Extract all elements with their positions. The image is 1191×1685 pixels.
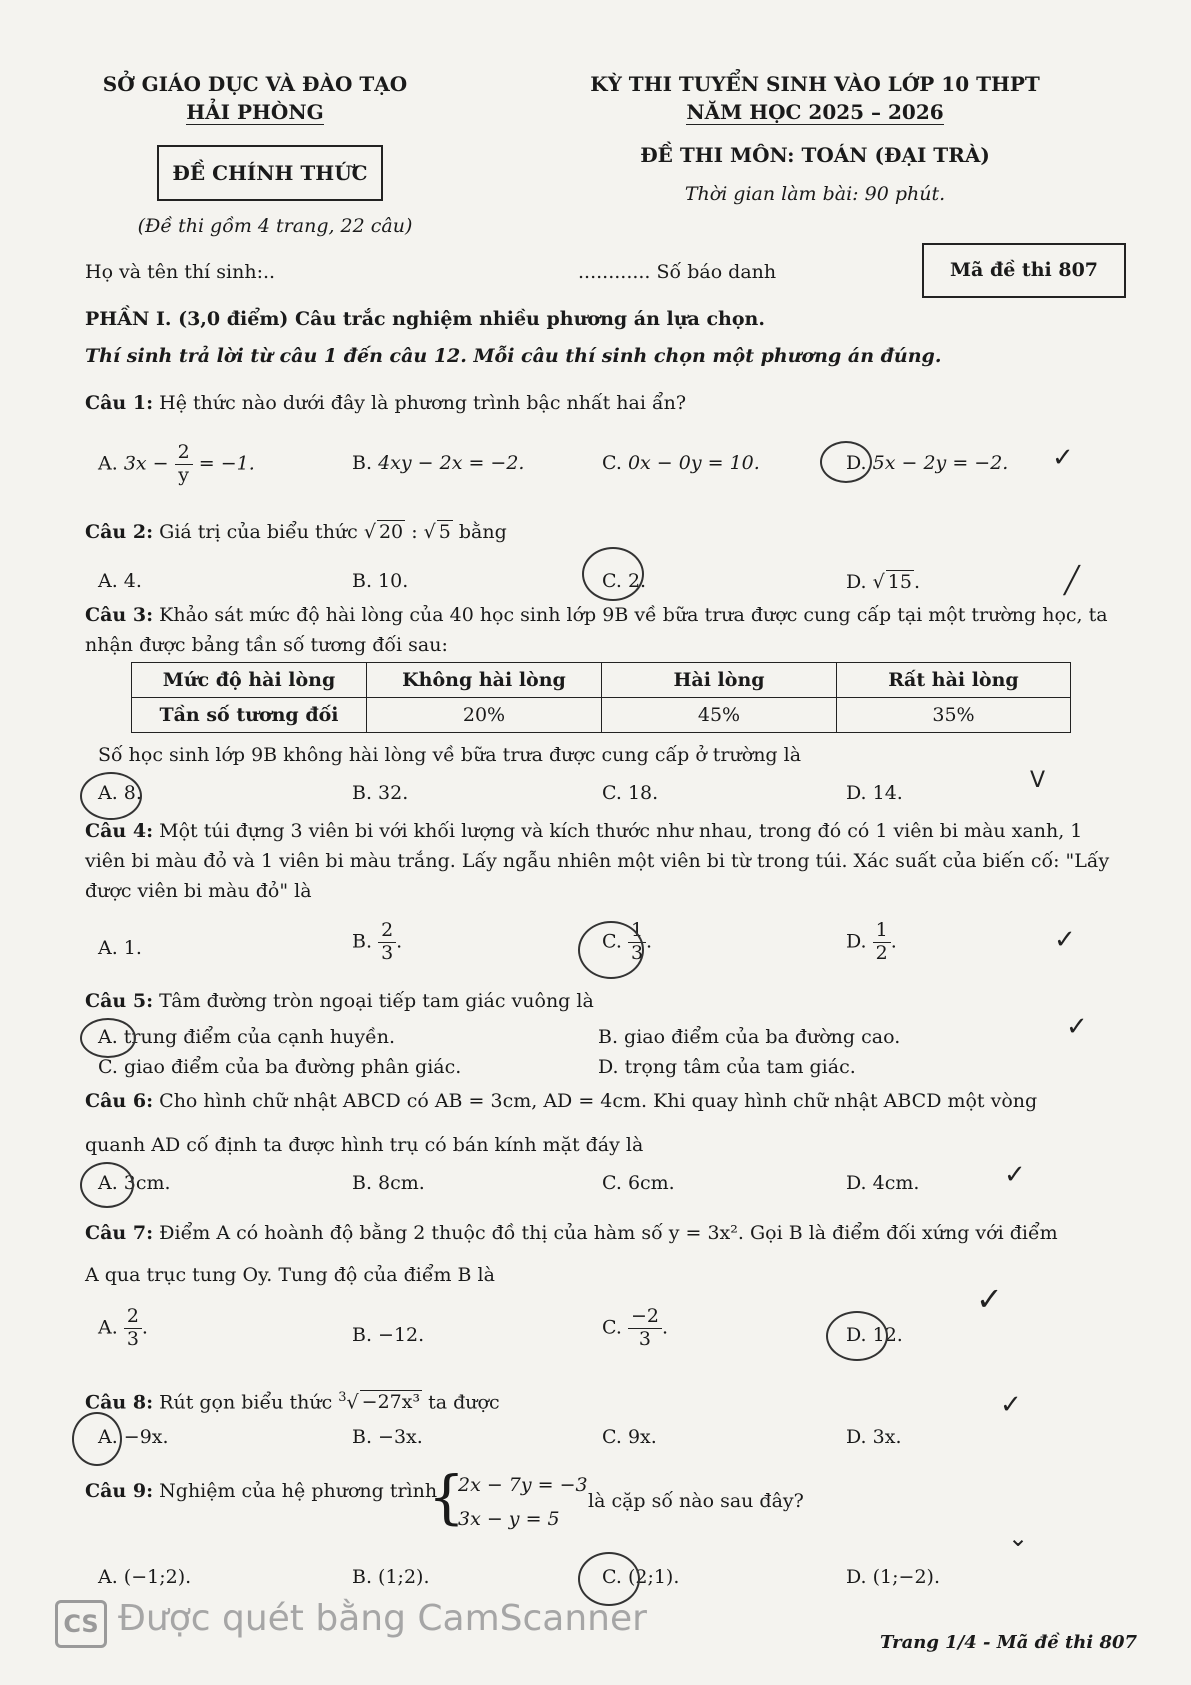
question-9: Câu 9: Nghiệm của hệ phương trình xyxy=(85,1480,438,1502)
q3-option-c: C. 18. xyxy=(602,782,659,804)
subject-title: ĐỀ THI MÔN: TOÁN (ĐẠI TRÀ) xyxy=(640,143,990,167)
q8-answer-circle xyxy=(72,1412,122,1466)
q6-answer-circle xyxy=(80,1162,134,1208)
q6-option-c: C. 6cm. xyxy=(602,1172,675,1194)
q5-option-c: C. giao điểm của ba đường phân giác. xyxy=(98,1056,462,1078)
q8-check-icon: ✓ xyxy=(1000,1390,1022,1420)
q7-option-c: C. $\frac{-2}{3}$ . xyxy=(602,1305,669,1350)
q3-option-b: B. 32. xyxy=(352,782,409,804)
q9-check-icon: ⌄ xyxy=(1008,1524,1029,1552)
table-cell: Tần số tương đối xyxy=(132,698,367,733)
exam-code-box: Mã đề thi 807 xyxy=(922,243,1126,298)
camscanner-logo: CS xyxy=(55,1600,107,1648)
q2-option-a: A. 4. xyxy=(98,570,142,592)
q7-check-icon: ✓ xyxy=(976,1280,1003,1318)
question-7-line1: Câu 7: Điểm A có hoành độ bằng 2 thuộc đồ thị của hàm số y = 3x². Gọi B là điểm đối xứng với điểm xyxy=(85,1222,1058,1244)
q2-option-d: D. √ 15 . xyxy=(846,571,920,593)
question-6-line1: Câu 6: Cho hình chữ nhật ABCD có AB = 3cm, AD = 4cm. Khi quay hình chữ nhật ABCD một vòng xyxy=(85,1090,1038,1112)
question-8: Câu 8: Rút gọn biểu thức $^3$√ −27x³ ta được xyxy=(85,1390,500,1414)
question-1: Câu 1: Hệ thức nào dưới đây là phương trình bậc nhất hai ẩn? xyxy=(85,392,687,414)
q9-brace: { xyxy=(428,1463,465,1531)
question-3-line2: nhận được bảng tần số tương đối sau: xyxy=(85,634,448,656)
q6-option-b: B. 8cm. xyxy=(352,1172,425,1194)
q1-answer-circle xyxy=(820,441,872,483)
q5-option-a: A. trung điểm của cạnh huyền. xyxy=(98,1026,396,1048)
candidate-name-label: Họ và tên thí sinh:.. xyxy=(85,261,276,283)
question-4-line2: viên bi màu đỏ và 1 viên bi màu trắng. Lấy ngẫu nhiên một viên bi từ trong túi. Xác suất của biến cố: "Lấy xyxy=(85,850,1110,872)
q5-check-icon: ✓ xyxy=(1066,1012,1088,1042)
q9-option-b: B. (1;2). xyxy=(352,1566,430,1588)
q8-option-c: C. 9x. xyxy=(602,1426,657,1448)
q4-option-c: C. $\frac{1}{3}$ . xyxy=(602,919,653,964)
question-2: Câu 2: Giá trị của biểu thức √ 20 : √ 5 bằng xyxy=(85,521,507,543)
q2-answer-circle xyxy=(582,547,647,601)
q5-answer-circle xyxy=(80,1018,136,1058)
q5-option-b: B. giao điểm của ba đường cao. xyxy=(598,1026,901,1048)
question-3-line1: Câu 3: Khảo sát mức độ hài lòng của 40 học sinh lớp 9B về bữa trưa được cung cấp tại một trường học, ta xyxy=(85,604,1108,626)
q4-option-d: D. $\frac{1}{2}$ . xyxy=(846,919,897,964)
q6-check-icon: ✓ xyxy=(1004,1160,1026,1190)
q4-option-b: B. $\frac{2}{3}$ . xyxy=(352,919,403,964)
q2-option-c: C. 2. xyxy=(602,570,647,592)
q7-option-b: B. −12. xyxy=(352,1324,425,1346)
table-cell: 35% xyxy=(837,698,1071,733)
q8-option-b: B. −3x. xyxy=(352,1426,423,1448)
city-title: HẢI PHÒNG xyxy=(186,100,324,124)
q2-option-b: B. 10. xyxy=(352,570,409,592)
q7-answer-circle xyxy=(826,1311,888,1361)
department-title: SỞ GIÁO DỤC VÀ ĐÀO TẠO xyxy=(102,72,408,96)
q9-option-c: C. (2;1). xyxy=(602,1566,680,1588)
q8-option-a: A. −9x. xyxy=(98,1426,169,1448)
q4-check-icon: ✓ xyxy=(1054,925,1076,955)
table-header-cell: Không hài lòng xyxy=(367,663,602,698)
q9-option-d: D. (1;−2). xyxy=(846,1566,940,1588)
q5-option-d: D. trọng tâm của tam giác. xyxy=(598,1056,856,1078)
table-cell: 20% xyxy=(367,698,602,733)
q1-check-icon: ✓ xyxy=(1052,443,1074,473)
q6-option-a: A. 3cm. xyxy=(98,1172,171,1194)
question-3-text: Số học sinh lớp 9B không hài lòng về bữa trưa được cung cấp ở trường là xyxy=(98,744,802,766)
table-header-cell: Rất hài lòng xyxy=(837,663,1071,698)
q3-option-d: D. 14. xyxy=(846,782,903,804)
question-4-line3: được viên bi màu đỏ" là xyxy=(85,880,312,902)
exam-title: KỲ THI TUYỂN SINH VÀO LỚP 10 THPT xyxy=(590,72,1040,96)
q9-equation-2: 3x − y = 5 xyxy=(458,1508,560,1530)
q9-equation-1: 2x − 7y = −3 xyxy=(458,1474,588,1496)
page-footer: Trang 1/4 - Mã đề thi 807 xyxy=(880,1632,1138,1653)
q9-option-a: A. (−1;2). xyxy=(98,1566,192,1588)
q1-option-a: A. 3x − $\frac{2}{y}$ = −1. xyxy=(98,441,255,486)
question-7-line2: A qua trục tung Oy. Tung độ của điểm B là xyxy=(85,1264,495,1286)
q3-option-a: A. 8. xyxy=(98,782,142,804)
question-9-tail: là cặp số nào sau đây? xyxy=(588,1490,804,1512)
part1-title: PHẦN I. (3,0 điểm) Câu trắc nghiệm nhiều phương án lựa chọn. xyxy=(85,308,765,330)
q3-answer-circle xyxy=(80,772,142,820)
question-6-line2: quanh AD cố định ta được hình trụ có bán kính mặt đáy là xyxy=(85,1134,644,1156)
q7-option-a: A. $\frac{2}{3}$ . xyxy=(98,1305,148,1350)
q8-option-d: D. 3x. xyxy=(846,1426,902,1448)
q2-check-icon: ╱ xyxy=(1064,566,1080,596)
q6-option-d: D. 4cm. xyxy=(846,1172,920,1194)
part1-instruction: Thí sinh trả lời từ câu 1 đến câu 12. Mỗi câu thí sinh chọn một phương án đúng. xyxy=(85,345,942,367)
question-4-line1: Câu 4: Một túi đựng 3 viên bi với khối lượng và kích thước như nhau, trong đó có 1 viên bi màu xanh, 1 xyxy=(85,820,1083,842)
q4-answer-circle xyxy=(578,921,644,979)
table-header-cell: Mức độ hài lòng xyxy=(132,663,367,698)
q1-option-b: B. 4xy − 2x = −2. xyxy=(352,452,525,474)
q3-check-icon: V xyxy=(1030,768,1046,793)
candidate-number-label: ............ Số báo danh xyxy=(578,261,777,283)
table-header-cell: Hài lòng xyxy=(602,663,837,698)
q4-option-a: A. 1. xyxy=(98,937,142,959)
camscanner-watermark: Được quét bằng CamScanner xyxy=(118,1598,647,1639)
q7-option-d: D. 12. xyxy=(846,1324,903,1346)
official-exam-box: ĐỀ CHÍNH THỨC xyxy=(157,145,383,201)
exam-time: Thời gian làm bài: 90 phút. xyxy=(684,183,946,205)
q1-option-d: D. 5x − 2y = −2. xyxy=(846,452,1009,474)
frequency-table xyxy=(131,662,1071,733)
question-5: Câu 5: Tâm đường tròn ngoại tiếp tam giác vuông là xyxy=(85,990,594,1012)
school-year: NĂM HỌC 2025 – 2026 xyxy=(686,100,944,124)
q1-option-c: C. 0x − 0y = 10. xyxy=(602,452,760,474)
table-cell: 45% xyxy=(602,698,837,733)
page-note: (Đề thi gồm 4 trang, 22 câu) xyxy=(137,215,413,237)
